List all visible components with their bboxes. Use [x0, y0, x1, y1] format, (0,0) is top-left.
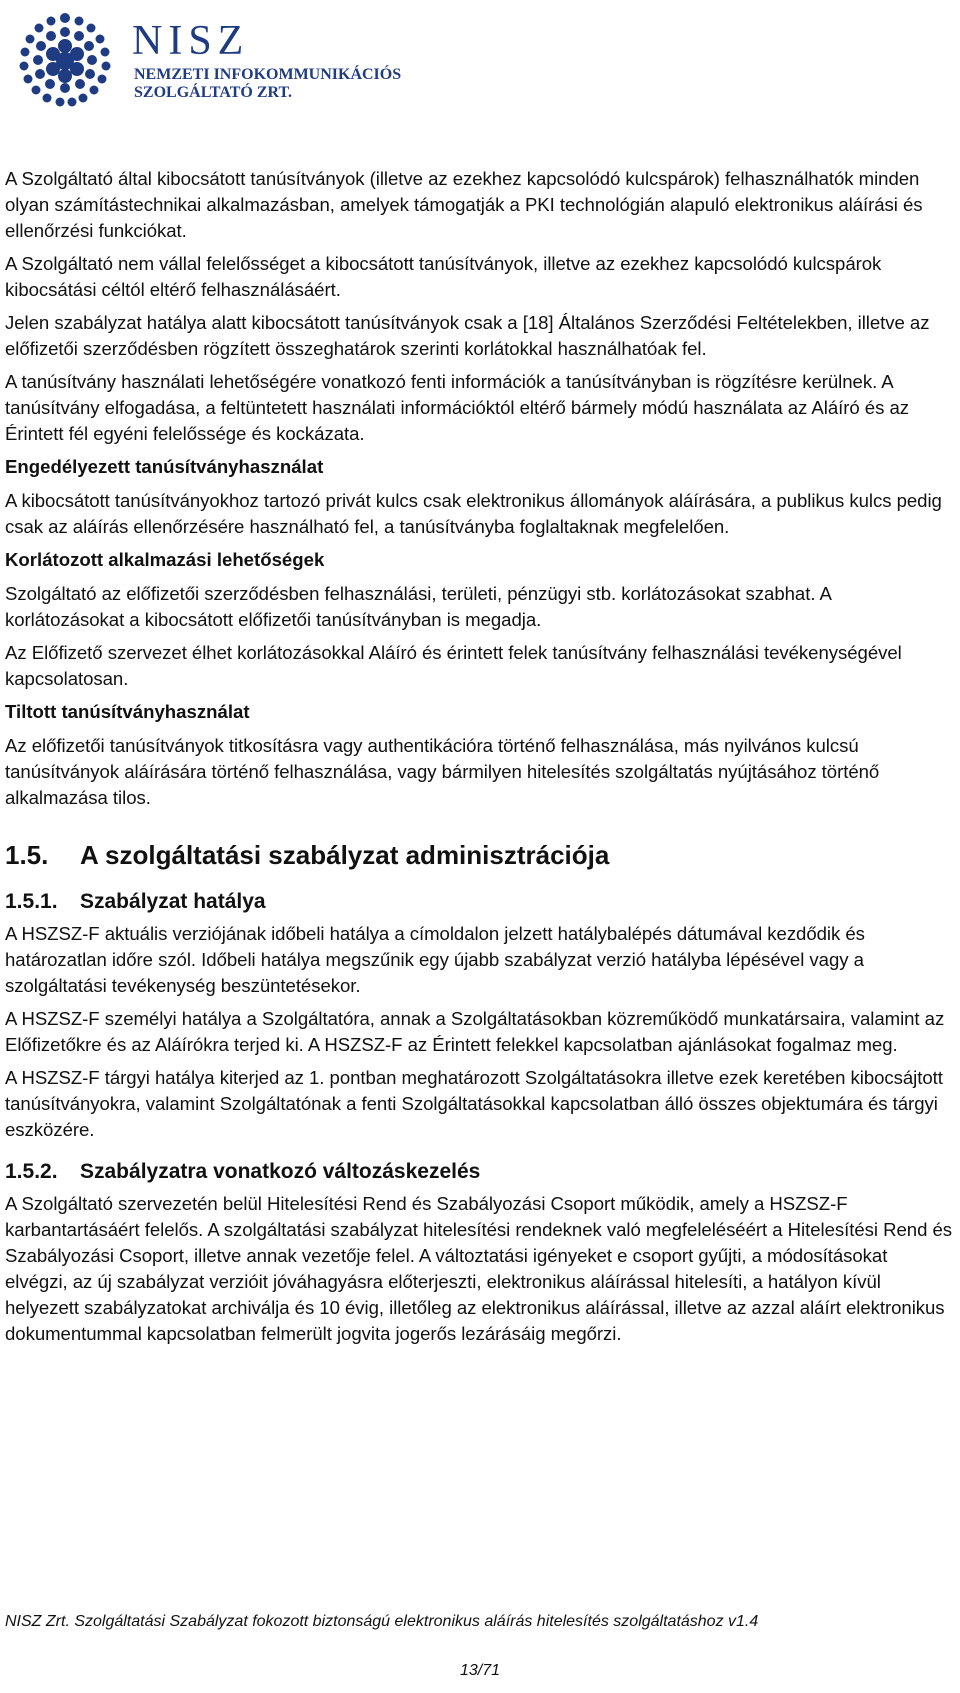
section-number: 1.5.: [5, 840, 49, 870]
subheading-allowed-use: Engedélyezett tanúsítványhasználat: [5, 456, 324, 477]
subheading-prohibited-use: Tiltott tanúsítványhasználat: [5, 701, 250, 722]
section-number: 1.5.2.: [5, 1160, 58, 1183]
paragraph: A tanúsítvány használati lehetőségére vonatkozó fenti információk a tanúsítványban is rögzítésre kerülnek. A tanúsítvány elfogadása, a feltüntetett használati információktól eltérő bármely módú használata az Aláíró és az Érintett fél egyéni felelőssége és kockázata.: [5, 371, 910, 444]
logo-subtitle-line2: SZOLGÁLTATÓ ZRT.: [134, 84, 293, 101]
section-heading-1-5-1: [5, 887, 955, 917]
section-heading-1-5: [5, 837, 955, 873]
paragraph: A HSZSZ-F tárgyi hatálya kiterjed az 1. pontban meghatározott Szolgáltatásokra illetve ezek keretében kibocsájtott tanúsítványokra, valamint Szolgáltatónak a fenti Szolgáltatásokkal kapcsolatban álló összes objektumára és tárgyi eszközére.: [5, 1067, 943, 1140]
paragraph: A Szolgáltató szervezetén belül Hitelesítési Rend és Szabályozási Csoport működik, amely a HSZSZ-F karbantartásáért felelős. A szolgáltatási szabályzat hitelesítési rendeknek való megfeleléséért a Hitelesítési Rend és Szabályozási Csoport, illetve annak vezetője felel. A változtatási igényeket e csoport gyűjti, a módosításokat elvégzi, az új szabályzat verzióit jóváhagyásra előterjeszti, elektronikus aláírással hitelesíti, a hatályon kívül helyezett szabályzatokat archiválja és 10 évig, illetőleg az elektronikus aláírással, illetve az azzal aláírt elektronikus dokumentummal kapcsolatban felmerült jogvita jogerős lezárásáig megőrzi.: [5, 1193, 953, 1344]
page-footer: NISZ Zrt. Szolgáltatási Szabályzat fokozott biztonságú elektronikus aláírás hitelesítés szolgáltatáshoz v1.4: [5, 1613, 759, 1630]
section-title: A szolgáltatási szabályzat adminisztrációja: [80, 840, 610, 870]
paragraph: A Szolgáltató által kibocsátott tanúsítványok (illetve az ezekhez kapcsolódó kulcspárok) felhasználhatók minden olyan számítástechnikai alkalmazásban, amelyek támogatják a PKI technológián alapuló elektronikus aláírási és ellenőrzési funkciókat.: [5, 168, 923, 241]
section-number: 1.5.1.: [5, 890, 58, 913]
paragraph: Szolgáltató az előfizetői szerződésben felhasználási, területi, pénzügyi stb. korlátozásokat szabhat. A korlátozásokat a kibocsátott előfizetői tanúsítványban is megadja.: [5, 583, 831, 630]
section-title: Szabályzatra vonatkozó változáskezelés: [80, 1160, 481, 1183]
subheading-limited-use: Korlátozott alkalmazási lehetőségek: [5, 549, 325, 570]
paragraph: A kibocsátott tanúsítványokhoz tartozó privát kulcs csak elektronikus állományok aláírására, a publikus kulcs pedig csak az aláírás ellenőrzésére használható fel, a tanúsítványba foglaltaknak megfelelően.: [5, 490, 942, 537]
section-heading-1-5-2: [5, 1157, 955, 1187]
document-body: [5, 166, 955, 1354]
paragraph: A HSZSZ-F aktuális verziójának időbeli hatálya a címoldalon jelzett hatálybalépés dátumával kezdődik és határozatlan időre szól. Időbeli hatálya megszűnik egy újabb szabályzat verzió hatályba lépésével vagy a szolgáltatási tevékenység beszüntetésekor.: [5, 923, 865, 996]
nisz-logo-icon: [10, 6, 120, 116]
logo-brand-name: NISZ: [132, 18, 250, 64]
page-header: [10, 6, 410, 116]
paragraph: A HSZSZ-F személyi hatálya a Szolgáltatóra, annak a Szolgáltatásokban közreműködő munkatársaira, valamint az Előfizetőkre és az Aláírókra terjed ki. A HSZSZ-F az Érintett felekkel kapcsolatban ajánlásokat fogalmaz meg.: [5, 1008, 945, 1055]
section-title: Szabályzat hatálya: [80, 890, 266, 913]
paragraph: A Szolgáltató nem vállal felelősséget a kibocsátott tanúsítványok, illetve az ezekhez kapcsolódó kulcspárok kibocsátási céltól eltérő felhasználásáért.: [5, 253, 882, 300]
page-number: 13/71: [459, 1662, 501, 1679]
paragraph: Jelen szabályzat hatálya alatt kibocsátott tanúsítványok csak a [18] Általános Szerződési Feltételekben, illetve az előfizetői szerződésben rögzített összeghatárok szerinti korlátokkal használhatóak fel.: [5, 312, 930, 359]
paragraph: Az előfizetői tanúsítványok titkosításra vagy authentikációra történő felhasználása, más nyilvános kulcsú tanúsítványok aláírására történő felhasználása, vagy bármilyen hitelesítés szolgáltatás nyújtásához történő alkalmazása tilos.: [5, 735, 880, 808]
paragraph: Az Előfizető szervezet élhet korlátozásokkal Aláíró és érintett felek tanúsítvány felhasználási tevékenységével kapcsolatosan.: [5, 642, 902, 689]
logo-subtitle-line1: NEMZETI INFOKOMMUNIKÁCIÓS: [134, 66, 402, 83]
